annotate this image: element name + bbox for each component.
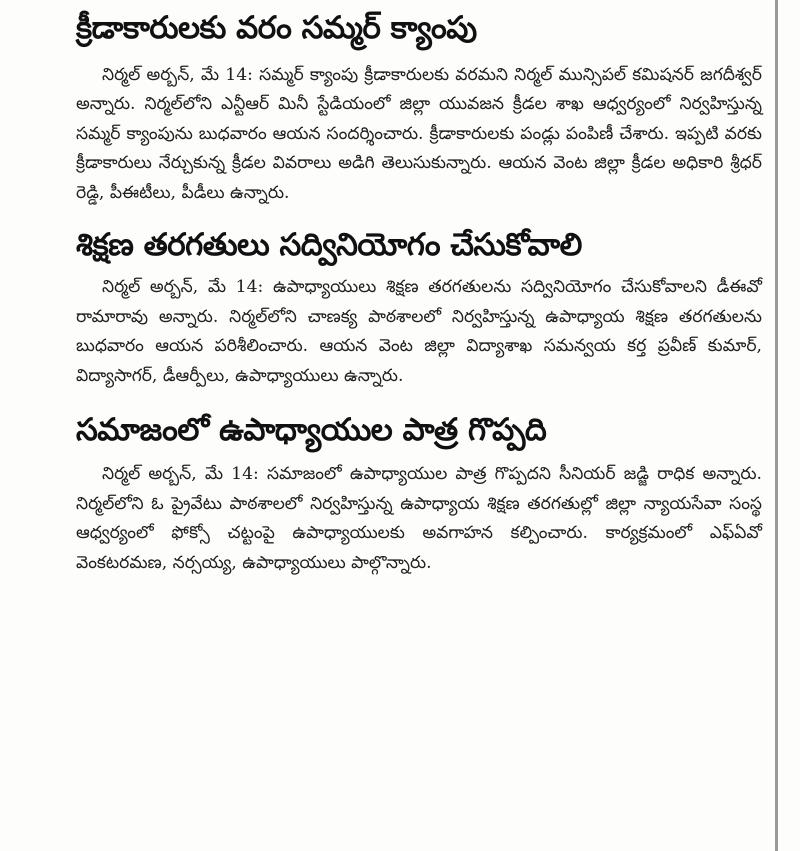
article-body: నిర్మల్ అర్బన్, మే 14: సమ్మర్ క్యాంపు క్రీడాకారులకు వరమని నిర్మల్ మున్సిపల్ కమిషనర్ జగదీశ్వర్ అన్నారు. నిర్మల్‌లోని ఎన్టీఆర్ మినీ స్టేడియంలో జిల్లా యువజన క్రీడల శాఖ ఆధ్వర్యంలో నిర్వహిస్తున్న సమ్మర్ క్యాంపును బుధవారం ఆయన సందర్శించారు. క్రీడాకారులకు పండ్లు పంపిణీ చేశారు. ఇప్పటి వరకు క్రీడాకారులు నేర్చుకున్న క్రీడల వివరాలు అడిగి తెలుసుకున్నారు. ఆయన వెంట జిల్లా క్రీడల అధికారి శ్రీధర్ రెడ్డి, పీఈటీలు, పీడీలు ఉన్నారు. (76, 64, 762, 203)
column-rule (775, 0, 778, 851)
article-body: నిర్మల్ అర్బన్, మే 14: ఉపాధ్యాయులు శిక్షణ తరగతులను సద్వినియోగం చేసుకోవాలని డీఈవో రామారావు అన్నారు. నిర్మల్‌లోని చాణక్య పాఠశాలలో నిర్వహిస్తున్న ఉపాధ్యాయ శిక్షణ తరగతులను బుధవారం ఆయన పరిశీలించారు. ఆయన వెంట జిల్లా విద్యాశాఖ సమన్వయ కర్త ప్రవీణ్ కుమార్, విద్యాసాగర్, డీఆర్పీలు, ఉపాధ్యాయులు ఉన్నారు. (76, 277, 762, 386)
headline: క్రీడాకారులకు వరం సమ్మర్ క్యాంపు (76, 10, 477, 46)
headline: శిక్షణ తరగతులు సద్వినియోగం చేసుకోవాలి (76, 226, 582, 263)
article-summer-camp (76, 0, 762, 209)
article-body: నిర్మల్ అర్బన్, మే 14: సమాజంలో ఉపాధ్యాయుల పాత్ర గొప్పదని సీనియర్ జడ్జి రాధిక అన్నారు. నిర్మల్‌లోని ఓ ప్రైవేటు పాఠశాలలో నిర్వహిస్తున్న ఉపాధ్యాయ శిక్షణ తరగతుల్లో జిల్లా న్యాయసేవా సంస్థ ఆధ్వర్యంలో ఫోక్సో చట్టంపై ఉపాధ్యాయులకు అవగాహన కల్పించారు. కార్యక్రమంలో ఎఫ్ఏవో వెంకటరమణ, నర్సయ్య, ఉపాధ్యాయులు పాల్గొన్నారు. (76, 464, 762, 573)
article-teachers-role (76, 392, 762, 579)
article-training-classes (76, 209, 762, 392)
headline: సమాజంలో ఉపాధ్యాయుల పాత్ర గొప్పది (76, 411, 547, 448)
